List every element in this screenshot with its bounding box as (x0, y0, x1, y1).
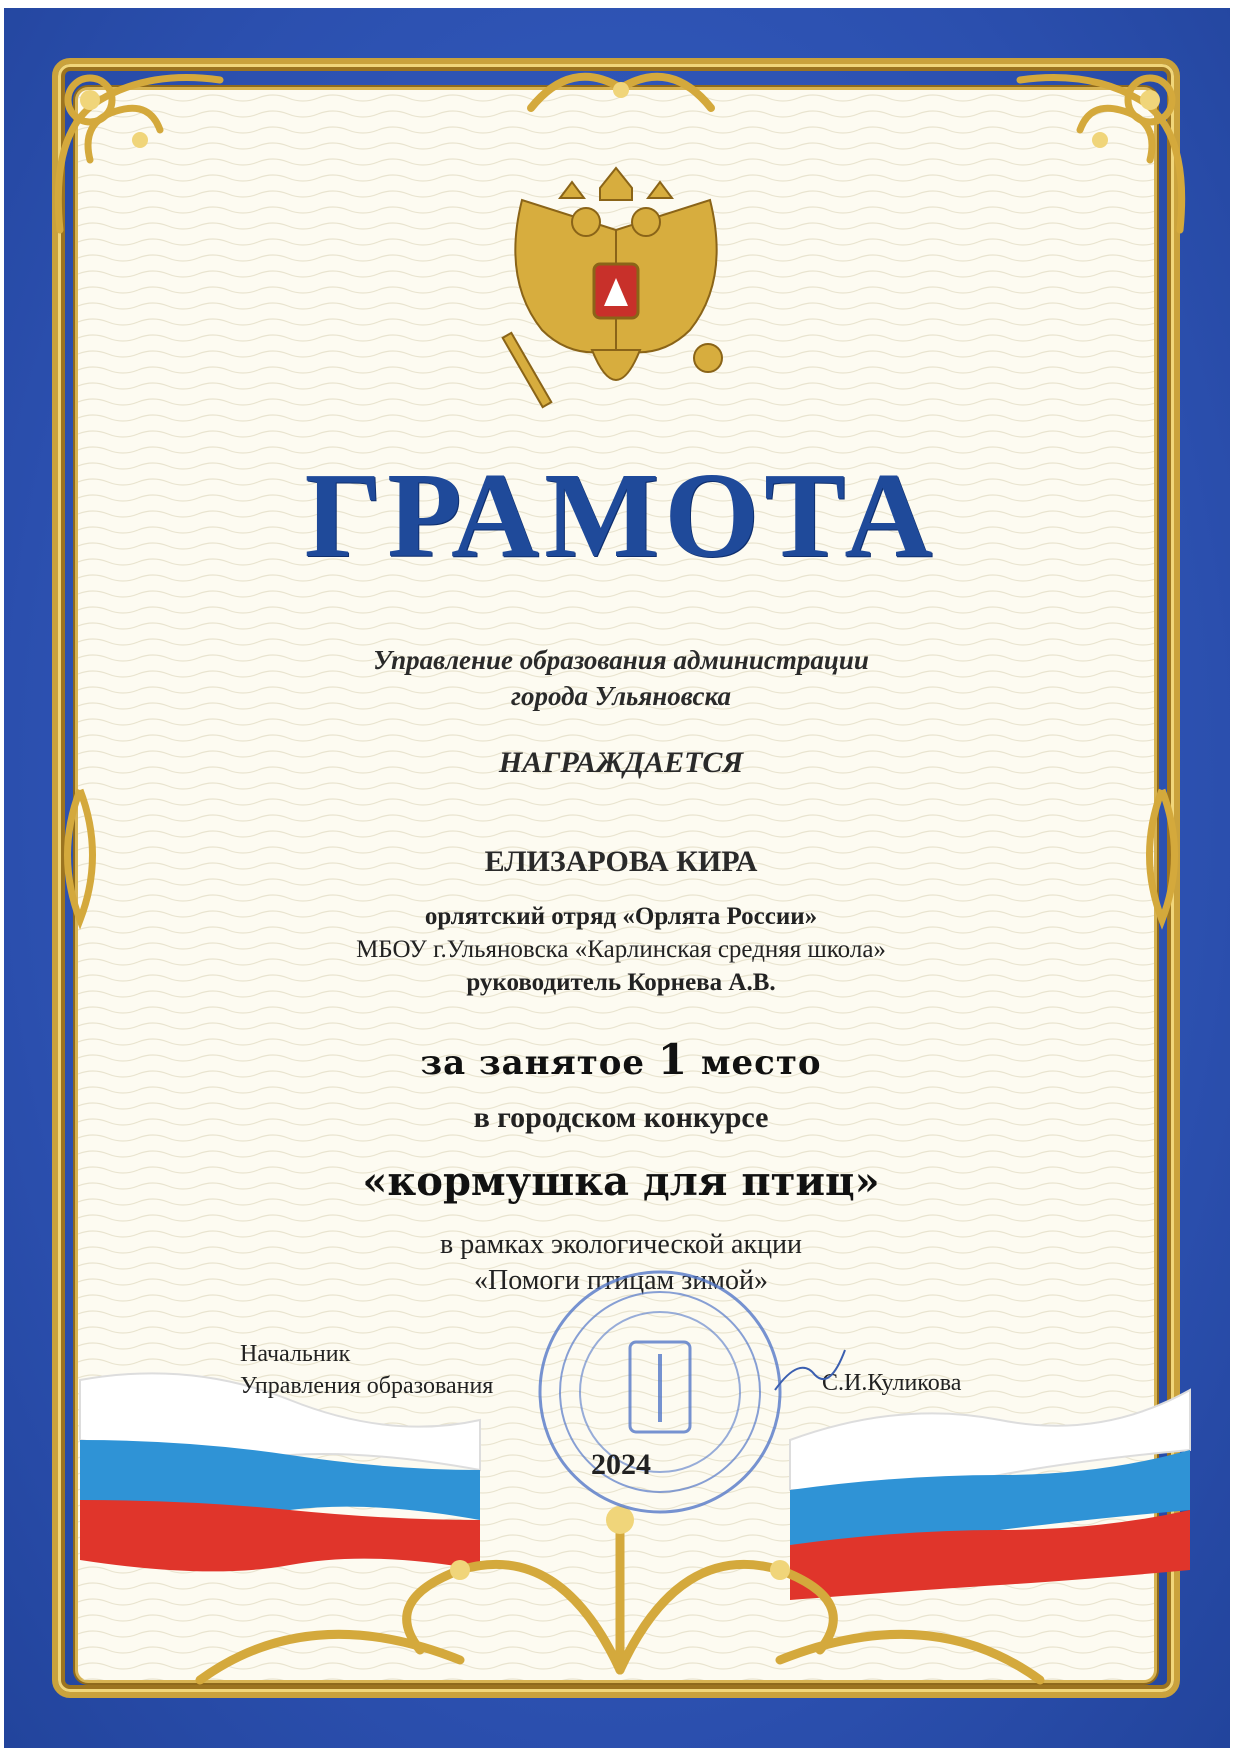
top-center-ornament-icon (521, 58, 721, 118)
place-suffix: место (688, 1043, 822, 1083)
awarded-label: НАГРАЖДАЕТСЯ (498, 746, 744, 779)
corner-ornament-top-left-icon (30, 40, 250, 260)
signer-name: С.И.Куликова (822, 1370, 962, 1396)
russian-coat-of-arms-icon (482, 160, 750, 430)
org-line-3: руководитель Корнева А.В. (466, 969, 776, 996)
corner-ornament-top-right-icon (990, 40, 1210, 260)
org-line-2: МБОУ г.Ульяновска «Карлинская средняя школа» (356, 936, 886, 963)
official-stamp-icon (530, 1262, 790, 1522)
issuer-line-2: города Ульяновска (511, 681, 731, 711)
signature-stroke-icon (770, 1345, 850, 1395)
org-line-1: орлятский отряд «Орлята России» (424, 903, 818, 930)
certificate-title: ГРАМОТА (304, 448, 938, 583)
signer-title-line-2: Управления образования (240, 1373, 494, 1399)
recipient-name: ЕЛИЗАРОВА КИРА (484, 845, 758, 878)
signer-title-line-1: Начальник (240, 1341, 351, 1367)
contest-line: в городском конкурсе (473, 1101, 769, 1134)
place-line (0, 1035, 1242, 1084)
action-line-1: в рамках экологической акции (439, 1229, 803, 1260)
place-prefix: за занятое (420, 1043, 658, 1083)
action-line-2: «Помоги птицам зимой» (474, 1265, 768, 1296)
year: 2024 (591, 1448, 651, 1481)
signer-title (240, 1338, 493, 1402)
issuer (0, 642, 1242, 714)
organization-block (0, 900, 1242, 999)
contest-name: «кормушка для птиц» (362, 1158, 880, 1205)
place-number: 1 (657, 1035, 689, 1084)
issuer-line-1: Управление образования администрации (373, 645, 869, 675)
